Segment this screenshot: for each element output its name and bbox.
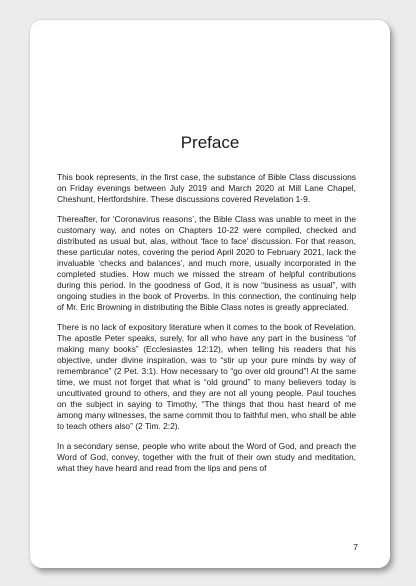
paragraph: Thereafter, for ‘Coronavirus reasons’, the Bible Class was unable to meet in the customary way, and notes on Chapters 10-22 were compiled, checked and distributed as usual but, alas, without ‘face to face’ discussion. For that reason, these particular notes, covering the period April 2020 to February 2021, lack the invaluable ‘checks and balances’, and much more, usually incorporated in the completed studies. How much we missed the stream of helpful contributions during this period. In the goodness of God, it is now “business as usual”, with ongoing studies in the book of Proverbs. In this connection, the continuing help of Mr. Eric Browning in distributing the Bible Class notes is greatly appreciated.	[57, 214, 356, 312]
page-title: Preface	[180, 133, 240, 152]
page-number: 7	[353, 542, 358, 552]
paragraph: There is no lack of expository literature when it comes to the book of Revelation. The apostle Peter speaks, surely, for all who have any part in the business “of making many books” (Ecclesiastes 12:12), when telling his readers that his objective, under divine inspiration, was to “stir up your pure minds by way of remembrance” (2 Pet. 3:1). How necessary to “go over old ground”! At the same time, we must not forget that what is “old ground” to many believers today is uncultivated ground to others, and they are not all young people. Paul touches on the subject in saying to Timothy, “The things that thou hast heard of me among many witnesses, the same commit thou to faithful men, who shall be able to teach others also” (2 Tim. 2:2).	[57, 322, 356, 431]
body-text	[57, 172, 356, 483]
paragraph: This book represents, in the first case, the substance of Bible Class discussions on Friday evenings between July 2019 and March 2020 at Mill Lane Chapel, Cheshunt, Hertfordshire. These discussions covered Revelation 1-9.	[57, 172, 356, 204]
paragraph: In a secondary sense, people who write about the Word of God, and preach the Word of God, convey, together with the fruit of their own study and meditation, what they have heard and read from the lips and pens of	[57, 441, 356, 473]
book-page	[30, 20, 390, 568]
